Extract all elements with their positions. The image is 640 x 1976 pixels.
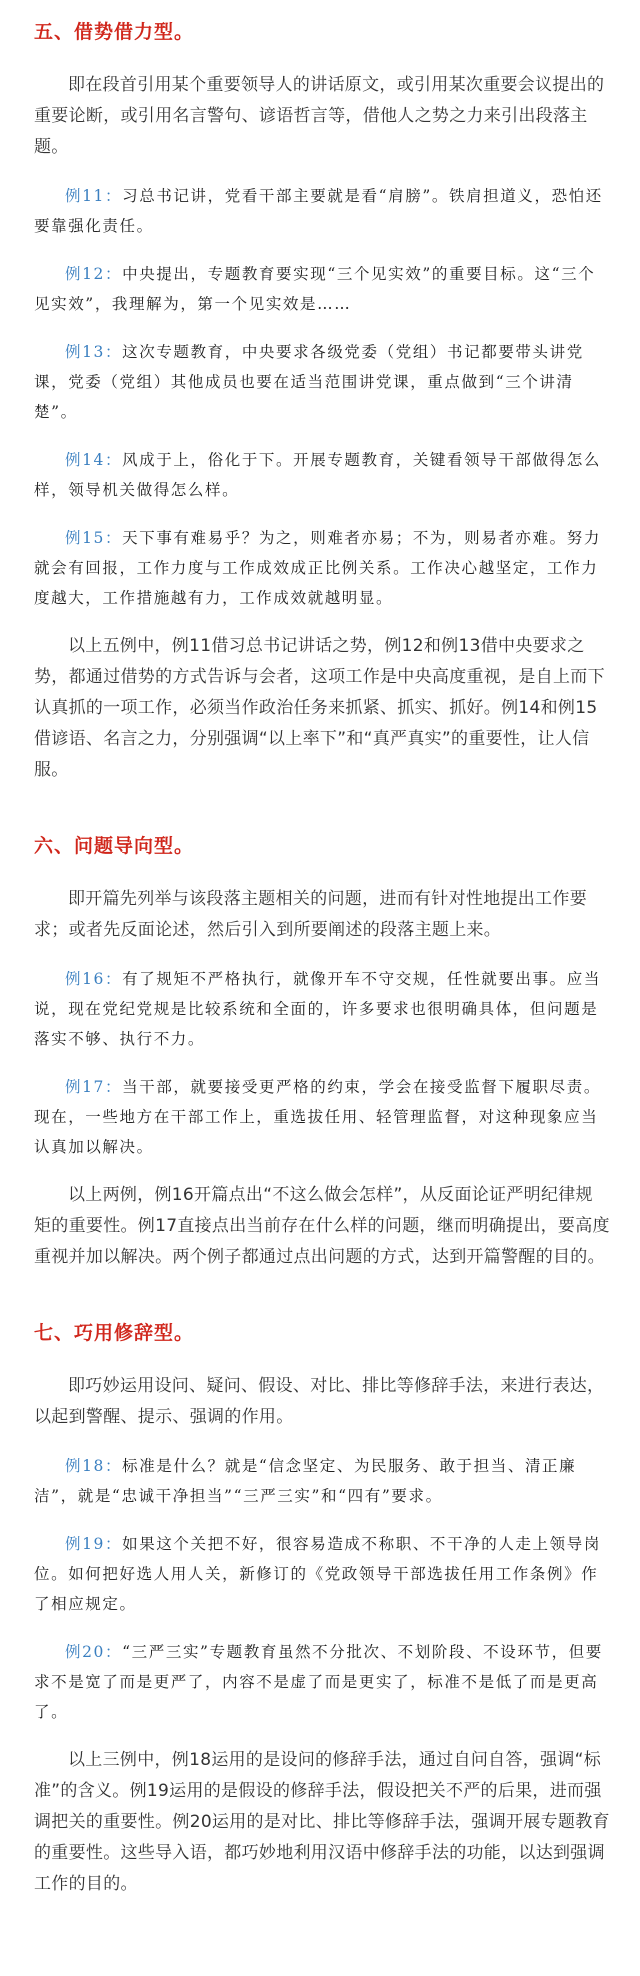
example-paragraph <box>34 1451 610 1511</box>
example-label: 例13： <box>65 343 123 361</box>
example-text: 天下事有难易乎？为之，则难者亦易；不为，则易者亦难。努力就会有回报，工作力度与工作成效成正比例关系。工作决心越坚定，工作力度越大，工作措施越有力，工作成效就越明显。 <box>34 529 601 607</box>
example-label: 例12： <box>65 265 123 283</box>
example-label: 例19： <box>65 1535 123 1553</box>
example-label: 例11： <box>65 187 123 205</box>
example-text: 有了规矩不严格执行，就像开车不守交规，任性就要出事。应当说，现在党纪党规是比较系统和全面的，许多要求也很明确具体，但问题是落实不够、执行不力。 <box>34 970 601 1048</box>
example-paragraph <box>34 259 610 319</box>
example-label: 例18： <box>65 1457 123 1475</box>
example-paragraph <box>34 964 610 1054</box>
section-heading: 七、巧用修辞型。 <box>34 1322 195 1344</box>
example-label: 例14： <box>65 451 123 469</box>
example-text: 习总书记讲，党看干部主要就是看“肩膀”。铁肩担道义，恐怕还要靠强化责任。 <box>34 187 603 235</box>
section-7 <box>34 1319 610 1900</box>
section-intro: 即开篇先列举与该段落主题相关的问题，进而有针对性地提出工作要求；或者先反面论述，然后引入到所要阐述的段落主题上来。 <box>34 889 587 940</box>
example-paragraph <box>34 1072 610 1162</box>
example-label: 例16： <box>65 970 123 988</box>
example-text: 中央提出，专题教育要实现“三个见实效”的重要目标。这“三个见实效”，我理解为，第一个见实效是…… <box>34 265 596 313</box>
example-text: 这次专题教育，中央要求各级党委（党组）书记都要带头讲党课，党委（党组）其他成员也要在适当范围讲党课，重点做到“三个讲清楚”。 <box>34 343 584 421</box>
example-text: 风成于上，俗化于下。开展专题教育，关键看领导干部做得怎么样，领导机关做得怎么样。 <box>34 451 601 499</box>
example-paragraph <box>34 1529 610 1619</box>
section-6 <box>34 832 610 1273</box>
example-paragraph <box>34 1637 610 1727</box>
example-label: 例15： <box>65 529 123 547</box>
section-summary: 以上三例中，例18运用的是设问的修辞手法，通过自问自答，强调“标准”的含义。例19运用的是假设的修辞手法，假设把关不严的后果，进而强调把关的重要性。例20运用的是对比、排比等修辞手法，强调开展专题教育的重要性。这些导入语，都巧妙地利用汉语中修辞手法的功能，以达到强调工作的目的。 <box>34 1750 610 1894</box>
example-text: 如果这个关把不好，很容易造成不称职、不干净的人走上领导岗位。如何把好选人用人关，新修订的《党政领导干部选拔任用工作条例》作了相应规定。 <box>34 1535 601 1613</box>
example-paragraph <box>34 523 610 613</box>
section-intro: 即巧妙运用设问、疑问、假设、对比、排比等修辞手法，来进行表达，以起到警醒、提示、强调的作用。 <box>34 1376 605 1427</box>
example-text: 标准是什么？就是“信念坚定、为民服务、敢于担当、清正廉洁”，就是“忠诚干净担当”“三严三实”和“四有”要求。 <box>34 1457 577 1505</box>
example-text: 当干部，就要接受更严格的约束，学会在接受监督下履职尽责。现在，一些地方在干部工作上，重选拔任用、轻管理监督，对这种现象应当认真加以解决。 <box>34 1078 601 1156</box>
example-label: 例17： <box>65 1078 123 1096</box>
section-intro: 即在段首引用某个重要领导人的讲话原文，或引用某次重要会议提出的重要论断，或引用名言警句、谚语哲言等，借他人之势之力来引出段落主题。 <box>34 75 605 157</box>
example-label: 例20： <box>65 1643 123 1661</box>
section-5 <box>34 18 610 786</box>
section-heading: 五、借势借力型。 <box>34 21 195 43</box>
example-paragraph <box>34 445 610 505</box>
section-summary: 以上两例，例16开篇点出“不这么做会怎样”，从反面论证严明纪律规矩的重要性。例17直接点出当前存在什么样的问题，继而明确提出，要高度重视并加以解决。两个例子都通过点出问题的方式，达到开篇警醒的目的。 <box>34 1185 610 1267</box>
example-paragraph <box>34 181 610 241</box>
section-heading: 六、问题导向型。 <box>34 835 195 857</box>
section-summary: 以上五例中，例11借习总书记讲话之势，例12和例13借中央要求之势，都通过借势的方式告诉与会者，这项工作是中央高度重视，是自上而下认真抓的一项工作，必须当作政治任务来抓紧、抓实、抓好。例14和例15借谚语、名言之力，分别强调“以上率下”和“真严真实”的重要性，让人信服。 <box>34 636 605 780</box>
example-paragraph <box>34 337 610 427</box>
example-text: “三严三实”专题教育虽然不分批次、不划阶段、不设环节，但要求不是宽了而是更严了，内容不是虚了而是更实了，标准不是低了而是更高了。 <box>34 1643 603 1721</box>
